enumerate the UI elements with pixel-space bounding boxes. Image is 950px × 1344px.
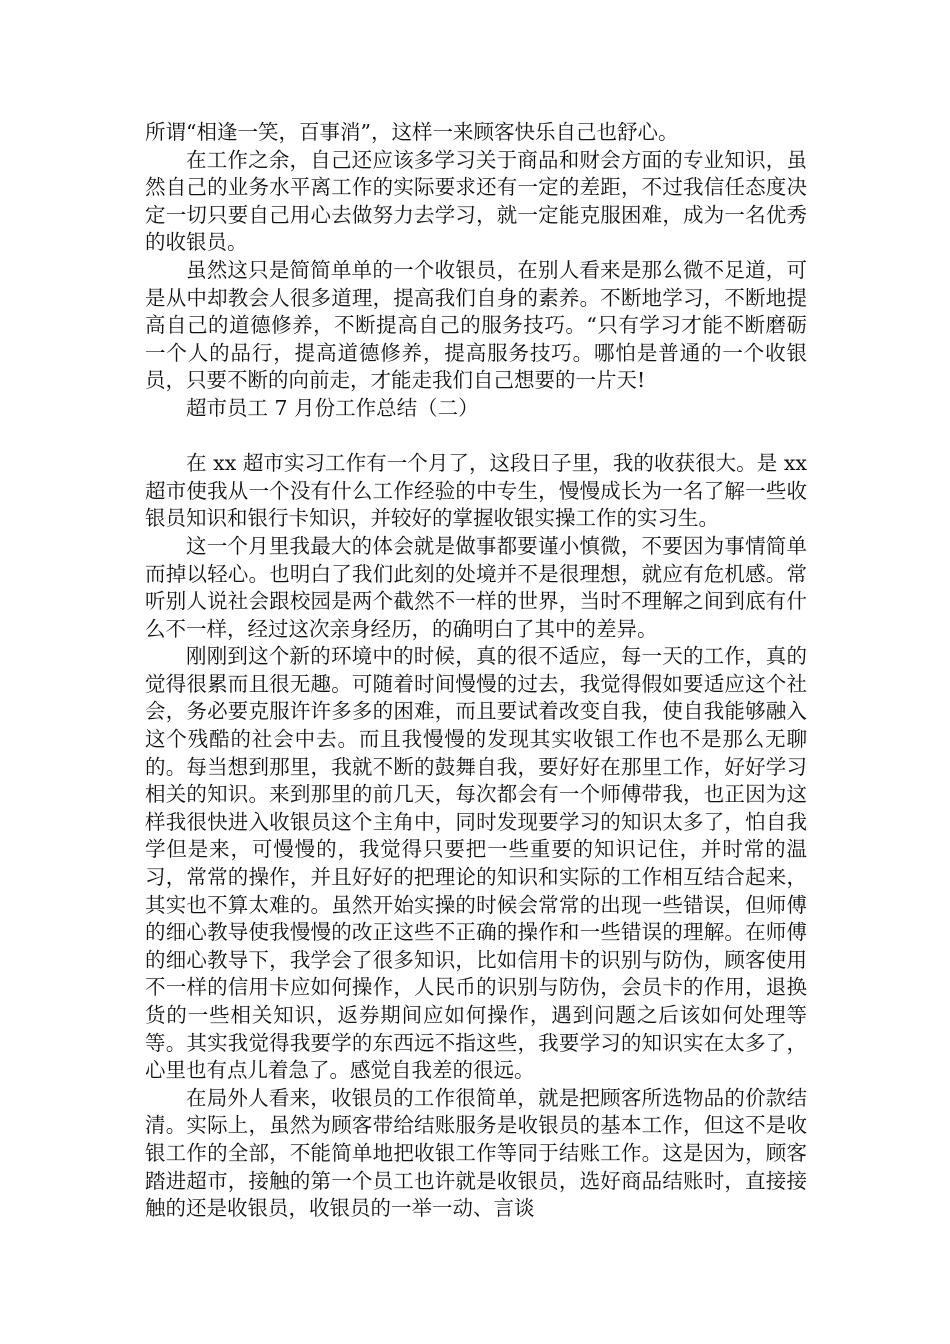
paragraph: 在局外人看来，收银员的工作很简单，就是把顾客所选物品的价款结清。实际上，虽然为顾客带给结账服务是收银员的基本工作，但这不是收银工作的全部，不能简单地把收银工作等同于结账工作。这是因为，顾客踏进超市，接触的第一个员工也许就是收银员，选好商品结账时，直接接触的还是收银员，收银员的一举一动、言谈 bbox=[145, 1085, 807, 1221]
paragraph: 这一个月里我最大的体会就是做事都要谨小慎微，不要因为事情简单而掉以轻心。也明白了我们此刻的处境并不是很理想，就应有危机感。常听别人说社会跟校园是两个截然不一样的世界，当时不理解之间到底有什么不一样，经过这次亲身经历，的确明白了其中的差异。 bbox=[145, 533, 807, 641]
document-page bbox=[145, 119, 807, 1223]
paragraph: 虽然这只是简简单单的一个收银员，在别人看来是那么微不足道，可是从中却教会人很多道理，提高我们自身的素养。不断地学习，不断地提高自己的道德修养，不断提高自己的服务技巧。“只有学习才能不断磨砺一个人的品行，提高道德修养，提高服务技巧。哪怕是普通的一个收银员，只要不断的向前走，才能走我们自己想要的一片天! bbox=[145, 257, 807, 393]
paragraph: 在 xx 超市实习工作有一个月了，这段日子里，我的收获很大。是 xx 超市使我从一个没有什么工作经验的中专生，慢慢成长为一名了解一些收银员知识和银行卡知识，并较好的掌握收银实操工作的实习生。 bbox=[145, 451, 807, 531]
paragraph: 所谓“相逢一笑，百事消”，这样一来顾客快乐自己也舒心。 bbox=[145, 120, 679, 144]
section-title: 超市员工 7 月份工作总结（二） bbox=[186, 395, 479, 420]
paragraph: 在工作之余，自己还应该多学习关于商品和财会方面的专业知识，虽然自己的业务水平离工作的实际要求还有一定的差距，不过我信任态度决定一切只要自己用心去做努力去学习，就一定能克服困难，成为一名优秀的收银员。 bbox=[145, 147, 807, 255]
paragraph: 刚刚到这个新的环境中的时候，真的很不适应，每一天的工作，真的觉得很累而且很无趣。可随着时间慢慢的过去，我觉得假如要适应这个社会，务必要克服许许多多的困难，而且要试着改变自我，使自我能够融入这个残酷的社会中去。而且我慢慢的发现其实收银工作也不是那么无聊的。每当想到那里，我就不断的鼓舞自我，要好好在那里工作，好好学习相关的知识。来到那里的前几天，每次都会有一个师傅带我，也正因为这样我很快进入收银员这个主角中，同时发现要学习的知识太多了，怕自我学但是来，可慢慢的，我觉得只要把一些重要的知识记住，并时常的温习，常常的操作，并且好好的把理论的知识和实际的工作相互结合起来，其实也不算太难的。虽然开始实操的时候会常常的出现一些错误，但师傅的细心教导使我慢慢的改正这些不正确的操作和一些错误的理解。在师傅的细心教导下，我学会了很多知识，比如信用卡的识别与防伪，顾客使用不一样的信用卡应如何操作，人民币的识别与防伪，会员卡的作用，退换货的一些相关知识，返券期间应如何操作，遇到问题之后该如何处理等等。其实我觉得我要学的东西远不指这些，我要学习的知识实在太多了，心里也有点儿着急了。感觉自我差的很远。 bbox=[145, 644, 807, 1083]
blank-line bbox=[145, 423, 807, 451]
